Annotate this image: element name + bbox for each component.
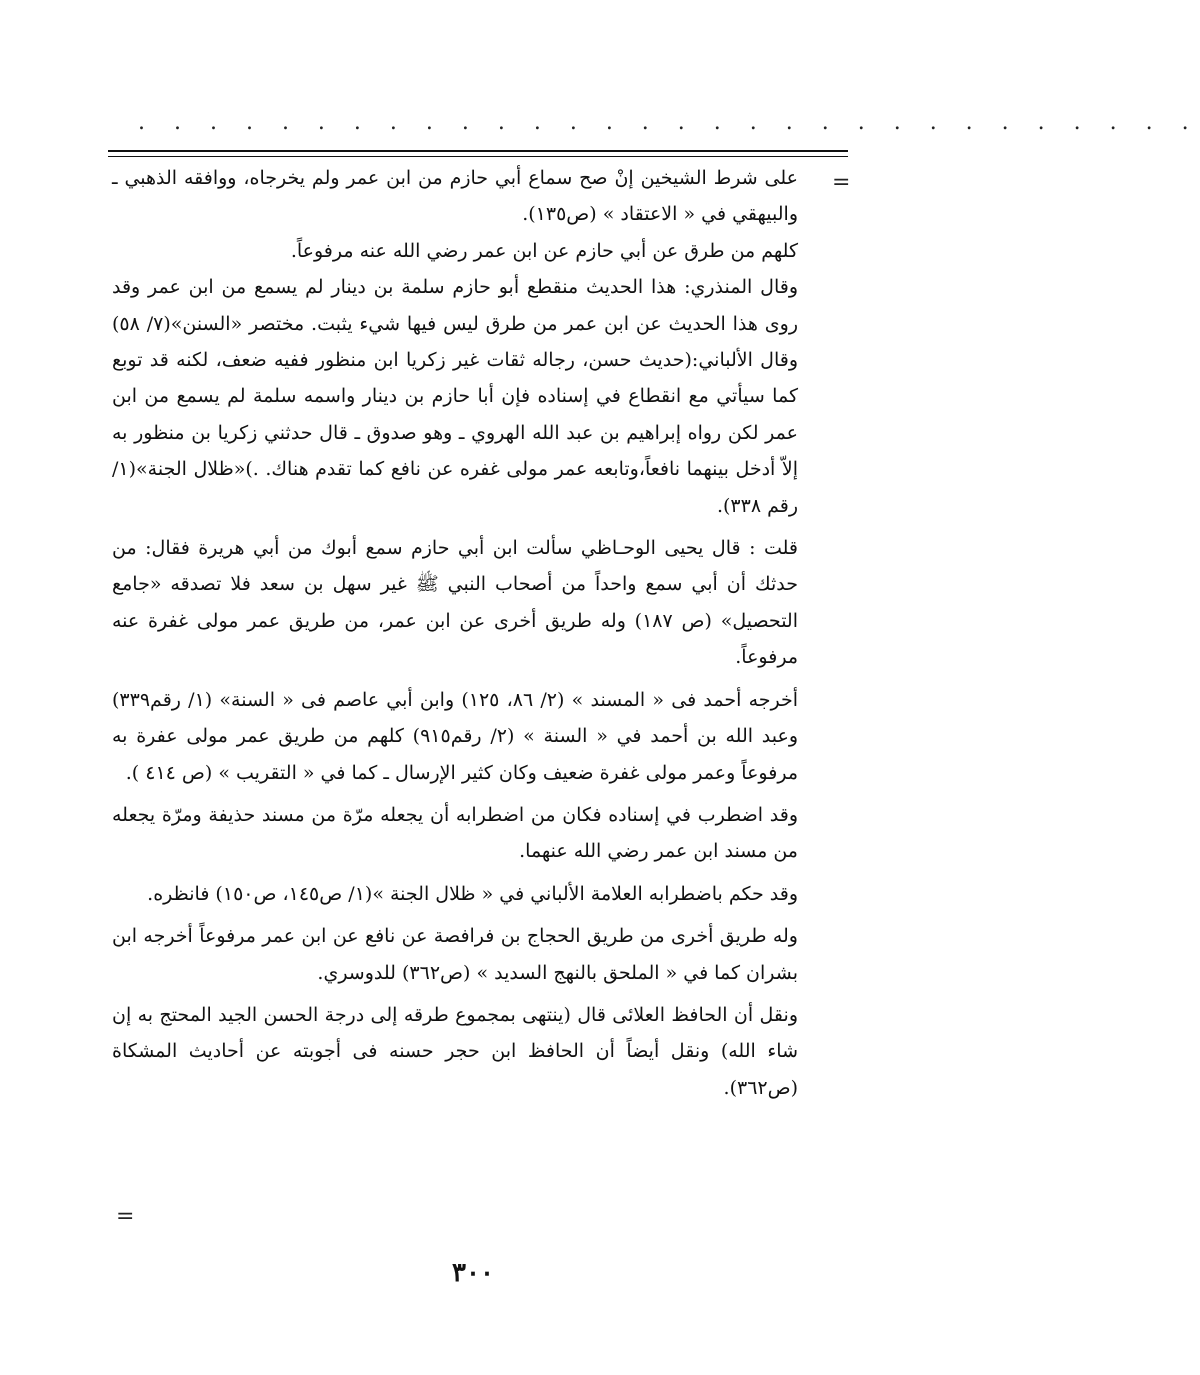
continuation-mark-bottom: = bbox=[116, 1204, 135, 1229]
paragraph-9: ونقل أن الحافظ العلائى قال (ينتهى بمجموع طرقه إلى درجة الحسن الجيد المحتج به إن شاء الله) ونقل أيضاً أن الحافظ ابن حجر حسنه فى أجوبته عن أحاديث المشكاة (ص٣٦٢). bbox=[112, 1003, 798, 1099]
paragraph-1: على شرط الشيخين إنْ صح سماع أبي حازم من ابن عمر ولم يخرجاه، ووافقه الذهبي ـ والبيهقي في « الاعتقاد » (ص١٣٥). bbox=[112, 167, 798, 226]
footnote-text bbox=[112, 160, 798, 1106]
paragraph-2: كلهم من طرق عن أبي حازم عن ابن عمر رضي الله عنه مرفوعاً. bbox=[290, 239, 798, 262]
header-rule-thin bbox=[108, 156, 848, 157]
paragraph-6: وقد اضطرب في إسناده فكان من اضطرابه أن يجعله مرّة من مسند حذيفة ومرّة يجعله من مسند ابن عمر رضي الله عنهما. bbox=[112, 803, 798, 863]
continuation-mark-top: = bbox=[832, 170, 851, 195]
paragraph-3: وقال المنذري: هذا الحديث منقطع أبو حازم سلمة بن دينار لم يسمع من ابن عمر وقد روى هذا الحديث عن ابن عمر من طرق ليس فيها شيء يثبت. مختصر «السنن»(٧/ ٥٨) وقال الألباني:(حديث حسن، رجاله ثقات غير زكريا ابن منظور ففيه ضعف، لكنه قد توبع كما سيأتي مع انقطاع في إسناده فإن أبا حازم بن دينار واسمه سلمة لم يسمع من ابن عمر لكن رواه إبراهيم بن عبد الله الهروي ـ وهو صدوق ـ قال حدثني زكريا بن منظور به إلاّ أدخل بينهما نافعاً،وتابعه عمر مولى غفره عن نافع كما تقدم هناك. .)«ظلال الجنة»(١/ رقم ٣٣٨). bbox=[112, 276, 798, 517]
header-rule-thick bbox=[108, 150, 848, 152]
page-number: ٣٠٠ bbox=[452, 1258, 494, 1288]
paragraph-7: وقد حكم باضطرابه العلامة الألباني في « ظلال الجنة »(١/ ص١٤٥، ص١٥٠) فانظره. bbox=[147, 882, 798, 905]
top-dotted-line: . . . . . . . . . . . . . . . . . . . . . . . . . . . . . . bbox=[138, 110, 1200, 135]
paragraph-4: قلت : قال يحيى الوحـاظي سألت ابن أبي حازم سمع أبوك من أبي هريرة فقال: من حدثك أن أبي سمع واحداً من أصحاب النبي ﷺ غير سهل بن سعد فلا تصدقه «جامع التحصيل» (ص ١٨٧) وله طريق أخرى عن ابن عمر، من طريق عمر مولى غفرة عنه مرفوعاً. bbox=[112, 537, 798, 669]
paragraph-8: وله طريق أخرى من طريق الحجاج بن فرافصة عن نافع عن ابن عمر مرفوعاً أخرجه ابن بشران كما في « الملحق بالنهج السديد » (ص٣٦٢) للدوسري. bbox=[112, 925, 798, 984]
paragraph-5: أخرجه أحمد فى « المسند » (٢/ ٨٦، ١٢٥) وابن أبي عاصم فى « السنة» (١/ رقم٣٣٩) وعبد الله بن أحمد في « السنة » (٢/ رقم٩١٥) كلهم من طريق عمر مولى عفرة به مرفوعاً وعمر مولى غفرة ضعيف وكان كثير الإرسال ـ كما في « التقريب » (ص ٤١٤ ). bbox=[112, 688, 799, 784]
